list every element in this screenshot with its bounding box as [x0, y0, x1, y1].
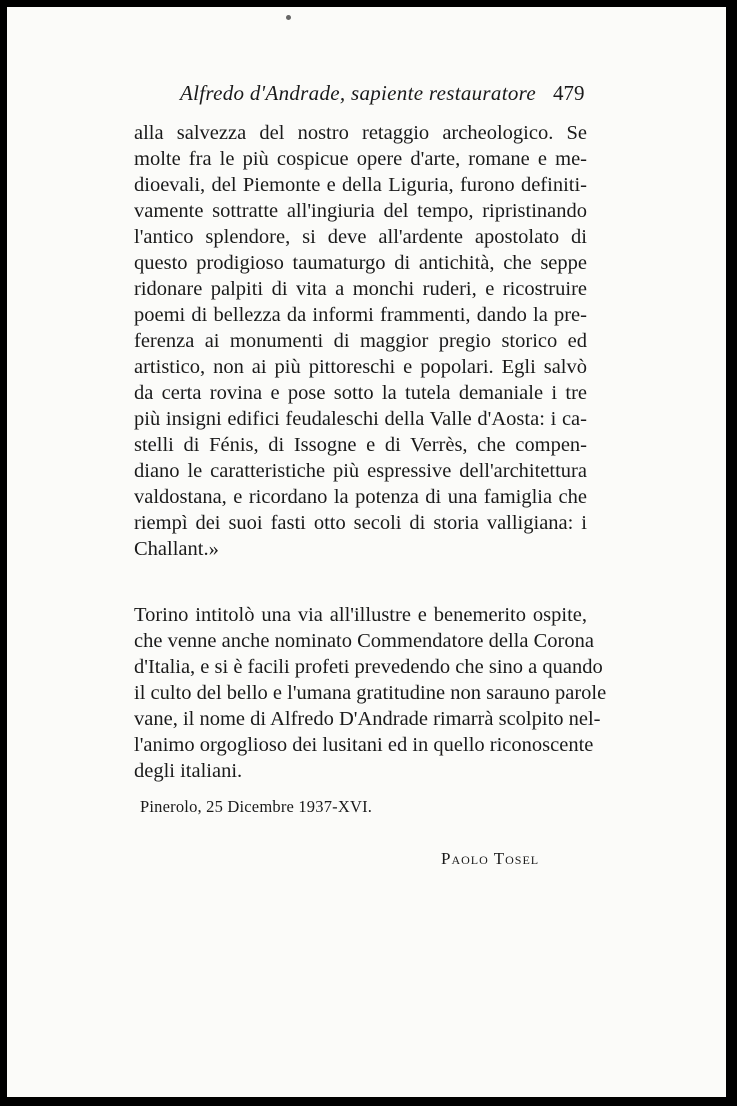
text-line: poemi di bellezza da informi frammenti, dando la pre-	[134, 304, 587, 326]
running-title: Alfredo d'Andrade, sapiente restauratore	[180, 81, 536, 105]
running-header	[167, 77, 587, 117]
text-line: diano le caratteristiche più espressive dell'architettura	[134, 460, 587, 482]
text-line: l'animo orgoglioso dei lusitani ed in quello riconoscente	[134, 734, 594, 756]
text-line: vane, il nome di Alfredo D'Andrade rimarrà scolpito nel-	[134, 708, 601, 730]
text-line: vamente sottratte all'ingiuria del tempo, ripristinando	[134, 200, 587, 222]
text-line: degli italiani.	[134, 760, 243, 782]
text-line: molte fra le più cospicue opere d'arte, romane e me-	[134, 148, 587, 170]
dateline: Pinerolo, 25 Dicembre 1937-XVI.	[140, 797, 373, 816]
text-line: riempì dei suoi fasti otto secoli di storia valligiana: i	[134, 512, 587, 534]
book-page	[7, 7, 726, 1097]
text-line: valdostana, e ricordano la potenza di una famiglia che	[134, 486, 587, 508]
paragraph-2	[134, 602, 607, 784]
text-line: più insigni edifici feudaleschi della Valle d'Aosta: i ca-	[134, 408, 587, 430]
text-line: dioevali, del Piemonte e della Liguria, furono definiti-	[134, 174, 587, 196]
text-line: alla salvezza del nostro retaggio archeologico. Se	[134, 122, 587, 144]
paragraph-gap	[134, 562, 587, 602]
paragraph-1	[134, 120, 587, 562]
print-speck	[286, 15, 291, 20]
author-signature: Paolo Tosel	[441, 849, 540, 868]
text-line: che venne anche nominato Commendatore della Corona	[134, 630, 594, 652]
body-text	[134, 120, 607, 784]
text-line: d'Italia, e si è facili profeti prevedendo che sino a quando	[134, 656, 603, 678]
text-line: stelli di Fénis, di Issogne e di Verrès, che compen-	[134, 434, 587, 456]
text-line: il culto del bello e l'umana gratitudine non sarauno parole	[134, 682, 607, 704]
text-line: l'antico splendore, si deve all'ardente apostolato di	[134, 226, 587, 248]
text-line: artistico, non ai più pittoreschi e popolari. Egli salvò	[134, 356, 587, 378]
text-line: questo prodigioso taumaturgo di antichità, che seppe	[134, 252, 587, 274]
text-line: ridonare palpiti di vita a monchi ruderi, e ricostruire	[134, 278, 587, 300]
page-number: 479	[553, 81, 585, 105]
text-line: Challant.»	[134, 538, 219, 560]
text-line: ferenza ai monumenti di maggior pregio storico ed	[134, 330, 587, 352]
text-line: da certa rovina e pose sotto la tutela demaniale i tre	[134, 382, 587, 404]
text-line: Torino intitolò una via all'illustre e benemerito ospite,	[134, 604, 587, 626]
